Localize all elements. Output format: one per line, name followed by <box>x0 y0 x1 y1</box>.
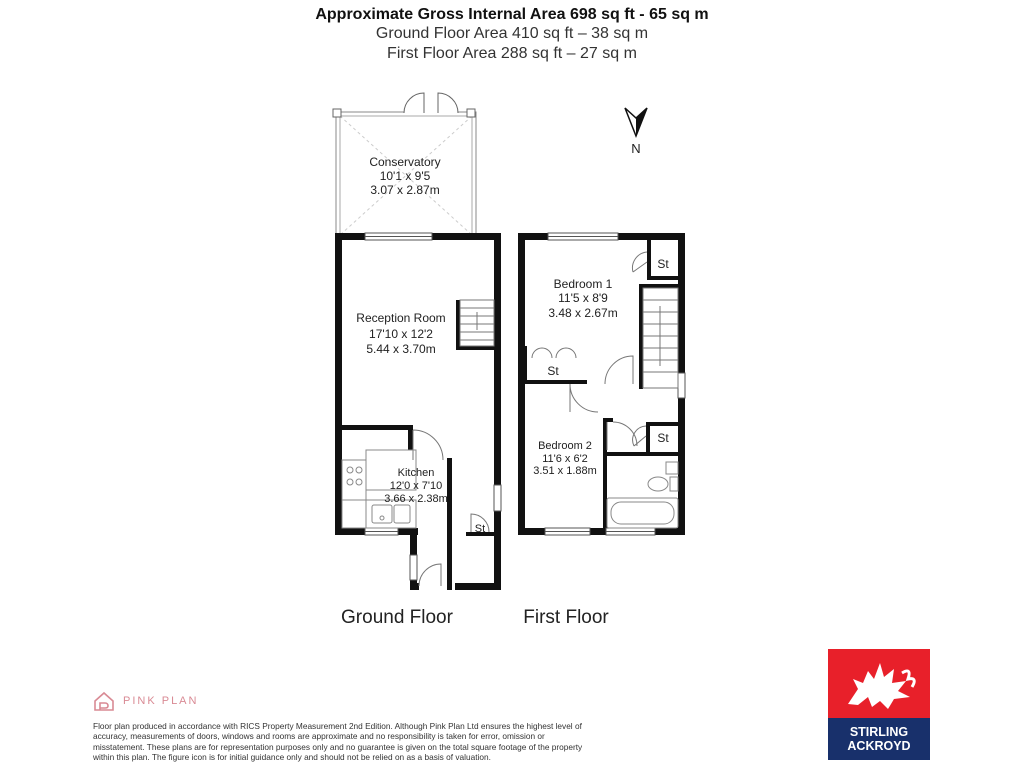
pink-plan-house-icon <box>93 690 115 712</box>
pink-plan-label: PINK PLAN <box>123 695 199 707</box>
first-floor-area: First Floor Area 288 sq ft – 27 sq m <box>387 45 637 62</box>
bedroom1-imperial: 11'5 x 8'9 <box>558 291 608 305</box>
logo-text-band <box>828 718 930 760</box>
stirling-ackroyd-logo <box>828 649 930 760</box>
gross-area-title: Approximate Gross Internal Area 698 sq ft - 65 sq m <box>315 6 709 23</box>
bathroom-fittings <box>607 462 678 528</box>
bedroom1-name: Bedroom 1 <box>553 277 613 291</box>
conservatory-imperial: 10'1 x 9'5 <box>379 169 431 183</box>
reception-name: Reception Room <box>356 311 446 325</box>
kitchen-metric: 3.66 x 2.38m <box>384 493 448 505</box>
logo-line1: STIRLING <box>849 725 909 739</box>
ground-floor-label: Ground Floor <box>341 607 453 628</box>
reception-metric: 5.44 x 3.70m <box>366 342 436 356</box>
logo-line2: ACKROYD <box>847 739 911 753</box>
conservatory-name: Conservatory <box>369 155 441 169</box>
first-stairs <box>643 288 678 388</box>
pink-plan-brand <box>93 690 198 712</box>
bedroom2-imperial: 11'6 x 6'2 <box>542 453 588 465</box>
reception-imperial: 17'10 x 12'2 <box>369 327 433 341</box>
ground-store-label: St <box>474 523 486 535</box>
first-store-b-label: St <box>547 364 559 378</box>
conservatory-metric: 3.07 x 2.87m <box>370 183 440 197</box>
first-store-a-label: St <box>657 257 669 271</box>
disclaimer-text: Floor plan produced in accordance with RICS Property Measurement 2nd Edition. Although Pink Plan Ltd ensures the highest level of accuracy, measurements of doors, windows and rooms are approximate and no responsibility is taken for error, omission or misstatement. These plans are for representation purposes only and no guarantee is given on the total square footage of the property within this plan. The figure icon is for initial guidance only and should not be relied on as a basis of valuation. <box>93 721 583 763</box>
bedroom2-name: Bedroom 2 <box>538 440 592 452</box>
kitchen-imperial: 12'0 x 7'10 <box>389 480 443 492</box>
ground-stairs <box>460 300 494 346</box>
first-store-c-label: St <box>657 431 669 445</box>
first-floor-label: First Floor <box>523 607 609 628</box>
north-label: N <box>631 141 641 156</box>
griffin-icon <box>828 649 930 719</box>
north-arrow-icon <box>625 108 647 136</box>
ground-floor-walls <box>335 233 501 590</box>
bedroom1-metric: 3.48 x 2.67m <box>548 306 618 320</box>
kitchen-name: Kitchen <box>397 467 435 479</box>
ground-floor-area: Ground Floor Area 410 sq ft – 38 sq m <box>375 25 649 42</box>
bedroom2-metric: 3.51 x 1.88m <box>533 465 597 477</box>
